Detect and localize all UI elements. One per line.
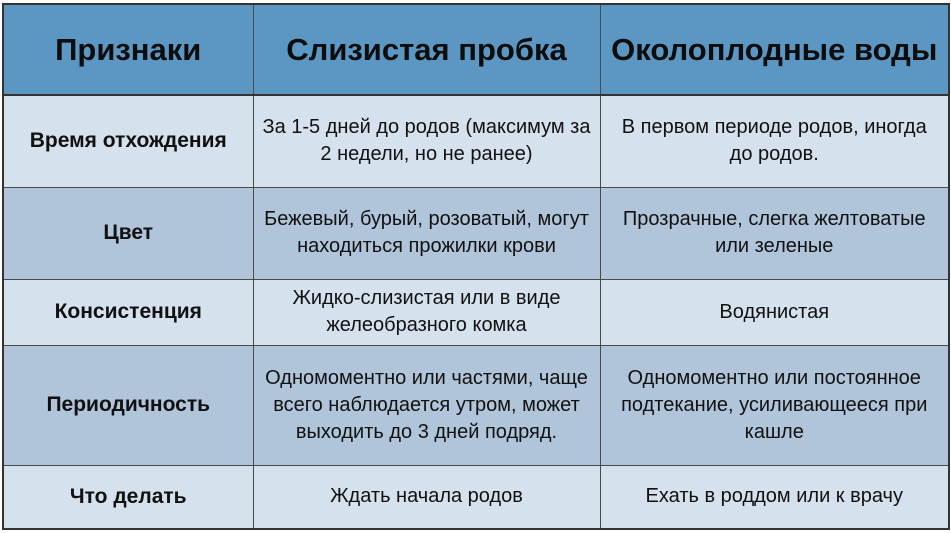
amniotic-fluid-cell: Водянистая — [600, 279, 949, 345]
comparison-table-container — [2, 3, 948, 530]
header-row — [3, 4, 949, 95]
row-label: Время отхождения — [3, 95, 253, 187]
table-row — [3, 465, 949, 529]
row-label: Периодичность — [3, 345, 253, 465]
comparison-table — [2, 3, 950, 530]
header-amniotic-fluid: Околоплодные воды — [600, 4, 949, 95]
mucus-plug-cell: Жидко-слизистая или в виде желеобразного комка — [253, 279, 600, 345]
header-signs: Признаки — [3, 4, 253, 95]
mucus-plug-cell: Бежевый, бурый, розоватый, могут находиться прожилки крови — [253, 187, 600, 279]
row-label: Что делать — [3, 465, 253, 529]
amniotic-fluid-cell: Прозрачные, слегка желтоватые или зеленые — [600, 187, 949, 279]
row-label: Цвет — [3, 187, 253, 279]
mucus-plug-cell: За 1-5 дней до родов (максимум за 2 недели, но не ранее) — [253, 95, 600, 187]
header-mucus-plug: Слизистая пробка — [253, 4, 600, 95]
row-label: Консистенция — [3, 279, 253, 345]
table-row — [3, 95, 949, 187]
mucus-plug-cell: Одномоментно или частями, чаще всего наблюдается утром, может выходить до 3 дней подряд. — [253, 345, 600, 465]
table-row — [3, 279, 949, 345]
table-row — [3, 187, 949, 279]
mucus-plug-cell: Ждать начала родов — [253, 465, 600, 529]
amniotic-fluid-cell: В первом периоде родов, иногда до родов. — [600, 95, 949, 187]
amniotic-fluid-cell: Одномоментно или постоянное подтекание, усиливающееся при кашле — [600, 345, 949, 465]
table-row — [3, 345, 949, 465]
amniotic-fluid-cell: Ехать в роддом или к врачу — [600, 465, 949, 529]
